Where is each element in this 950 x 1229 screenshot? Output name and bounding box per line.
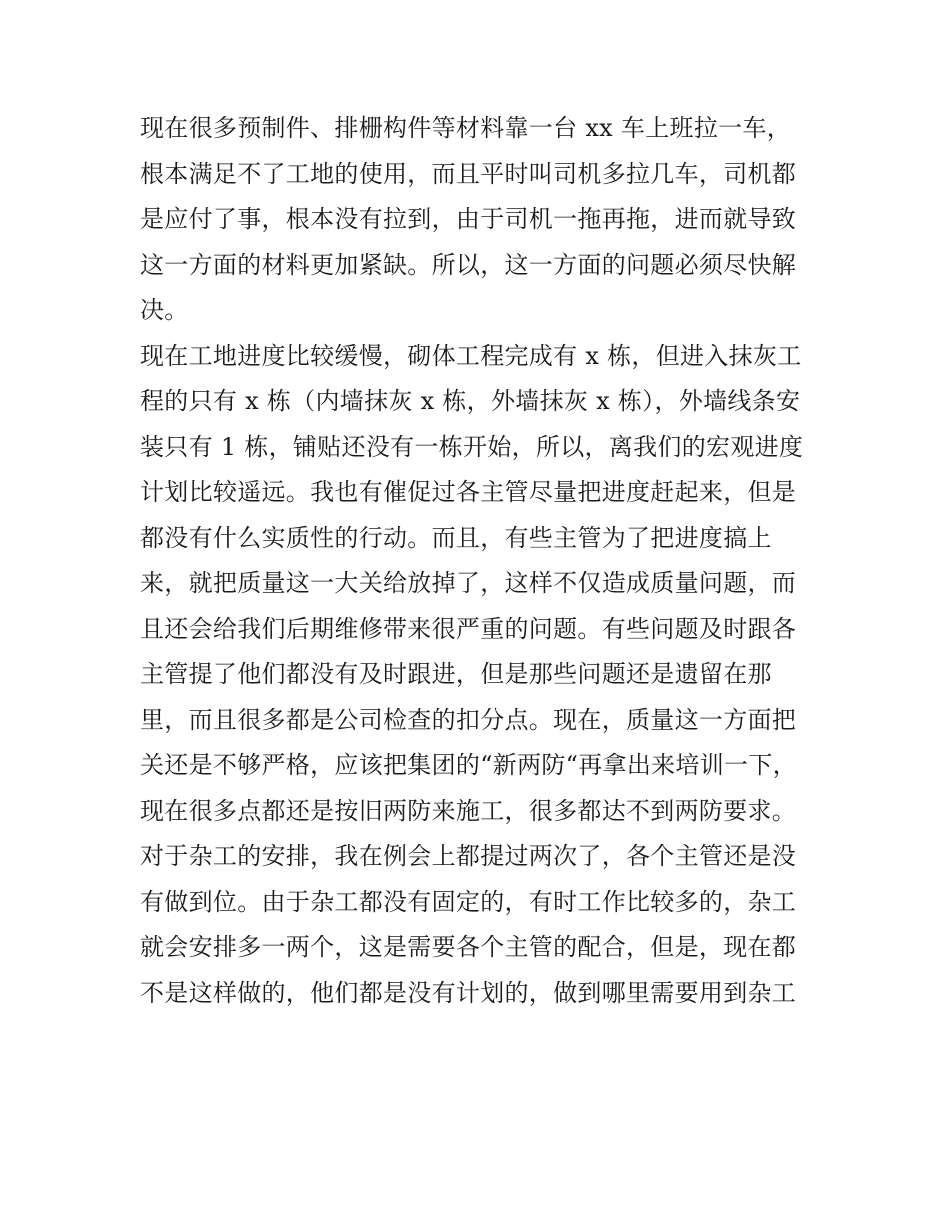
text-line: 都没有什么实质性的行动。而且，有些主管为了把进度搞上: [140, 523, 772, 552]
text-line: 主管提了他们都没有及时跟进，但是那些问题还是遗留在那: [140, 660, 772, 688]
text-line: 不是这样做的，他们都是没有计划的，做到哪里需要用到杂工: [140, 978, 797, 1007]
text-line: 装只有 1 栋，铺贴还没有一栋开始，所以，离我们的宏观进度: [140, 432, 804, 461]
document-body: [140, 106, 820, 1016]
text-line: 现在工地进度比较缓慢，砌体工程完成有 x 栋，但进入抹灰工: [140, 341, 802, 370]
text-line: 就会安排多一两个，这是需要各个主管的配合，但是，现在都: [140, 933, 797, 961]
text-line: 对于杂工的安排，我在例会上都提过两次了，各个主管还是没: [140, 842, 797, 870]
text-line: 来，就把质量这一大关给放掉了，这样不仅造成质量问题，而: [140, 569, 797, 597]
text-line: 根本满足不了工地的使用，而且平时叫司机多拉几车，司机都: [140, 159, 797, 188]
text-line: 决。: [140, 296, 189, 324]
text-line: 程的只有 x 栋（内墙抹灰 x 栋，外墙抹灰 x 栋），外墙线条安: [140, 387, 801, 415]
text-line: 关还是不够严格，应该把集团的“新两防“再拿出来培训一下，: [140, 751, 797, 779]
text-line: 计划比较遥远。我也有催促过各主管尽量把进度赶起来，但是: [140, 478, 797, 506]
text-line: 现在很多点都还是按旧两防来施工，很多都达不到两防要求。: [140, 796, 797, 825]
text-line: 是应付了事，根本没有拉到，由于司机一拖再拖，进而就导致: [140, 205, 797, 233]
text-line: 现在很多预制件、排栅构件等材料靠一台 xx 车上班拉一车，: [140, 114, 792, 142]
text-line: 有做到位。由于杂工都没有固定的，有时工作比较多的，杂工: [140, 887, 797, 916]
text-line: 里，而且很多都是公司检查的扣分点。现在，质量这一方面把: [140, 705, 797, 734]
text-line: 这一方面的材料更加紧缺。所以，这一方面的问题必须尽快解: [140, 250, 797, 279]
text-line: 且还会给我们后期维修带来很严重的问题。有些问题及时跟各: [140, 614, 797, 643]
